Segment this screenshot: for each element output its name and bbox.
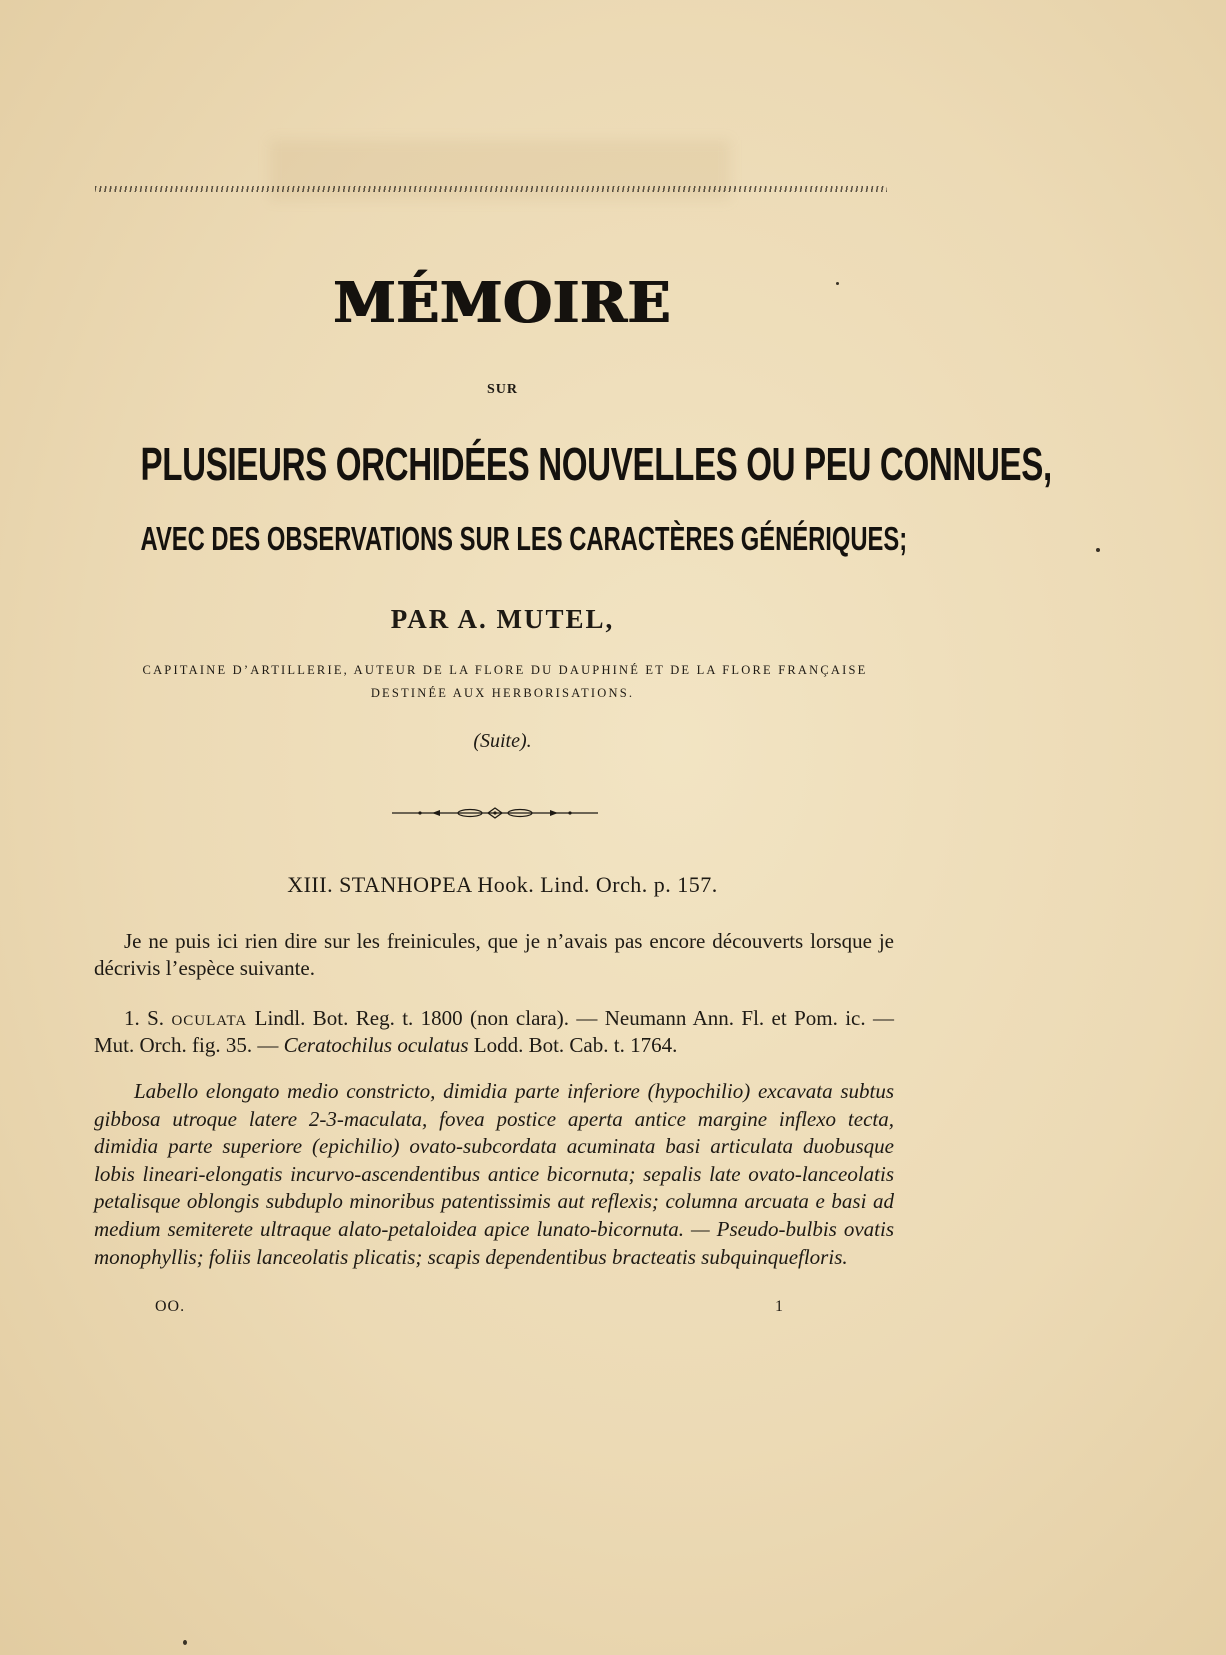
main-title: MÉMOIRE [333,270,672,336]
ornament-divider [392,806,598,820]
section-heading: XIII. STANHOPEA Hook. Lind. Orch. p. 157. [287,872,718,897]
species-references: Lindl. Bot. Reg. t. 1800 (non clara). — Neumann Ann. Fl. et Pom. ic. — Mut. Orch. fig. 35. — [94,1006,895,1057]
title-connector: SUR [486,382,518,397]
intro-paragraph: Je ne puis ici rien dire sur les freinicules, que je n’avais pas encore découverts lorsque je décrivis l’espèce suivante. [94,929,894,980]
latin-description: Labello elongato medio constricto, dimidia parte inferiore (hypochilio) excavata subtus gibbosa utroque latere 2-3-maculata, fovea postice aperta antice margine inflexo tecta, dimidia parte superiore (epichilio) ovato-subcordata acuminata basi articulata duobusque lobis lineari-elongatis incurvo-ascendentibus antice bicornuta; sepalis late ovato-lanceolatis petalisque oblongis subduplo minoribus patentissimis aut reflexis; columna arcuata e basi ad medium semiterete ultraque alato-petaloidea apice lunato-bicornuta. — Pseudo-bulbis ovatis monophyllis; foliis lanceolatis plicatis; scapis dependentibus bracteatis subquinquefloris. [94,1079,894,1269]
author-line: PAR A. MUTEL, [390,604,615,634]
species-synonym: Ceratochilus oculatus [283,1033,469,1057]
species-name: oculata [171,1006,248,1030]
heading-line-2: AVEC DES OBSERVATIONS SUR LES CARACTÈRES GÉNÉRIQUES; [140,520,908,557]
paper-speck [183,1640,187,1645]
top-decorative-rule [95,186,887,192]
suite-label [0,730,1005,753]
affiliation-line-1: CAPITAINE D’ARTILLERIE, AUTEUR DE LA FLORE DU DAUPHINÉ ET DE LA FLORE FRANÇAISE [142,663,868,677]
species-references-end: Lodd. Bot. Cab. t. 1764. [473,1033,678,1057]
species-number: 1. S. [124,1006,165,1030]
suite-text: (Suite). [473,730,532,752]
affiliation-line-2: DESTINÉE AUX HERBORISATIONS. [370,686,635,700]
signature-mark-right: 1 [775,1298,784,1315]
heading-line-1: PLUSIEURS ORCHIDÉES NOUVELLES OU PEU CONNUES, [140,438,1052,490]
species-entry [94,1005,894,1059]
paper-speck [836,282,839,285]
paper-speck [1096,548,1100,552]
signature-mark-left: OO. [155,1298,186,1315]
